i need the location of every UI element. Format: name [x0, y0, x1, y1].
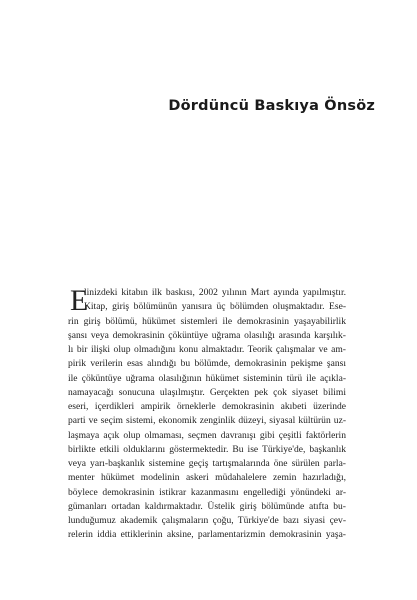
text-line: namayacağı sonucuna ulaşılmıştır. Gerçekten pek çok siyaset bilimi — [68, 386, 346, 398]
text-line: menter hükümet modelinin askeri müdahalelere zemin hazırladığı, — [68, 472, 346, 484]
text-line: lı bir ilişki olup olmadığını konu almaktadır. Teorik çalışmalar ve am- — [68, 344, 346, 355]
text-line: linizdeki kitabın ilk baskısı, 2002 yılının Mart ayında yapılmıştır. — [84, 287, 346, 298]
text-line: eseri, içerdikleri ampirik örneklerle demokrasinin akıbeti üzerinde — [68, 401, 346, 412]
text-line: şansı veya demokrasinin çöküntüye uğrama olasılığı arasında karşılık- — [68, 329, 346, 341]
text-line: parti ve seçim sistemi, ekonomik zenginlik düzeyi, siyasal kültürün uz- — [68, 415, 346, 427]
text-line: veya yarı-başkanlık sistemine geçiş tartışmalarında öne sürülen parla- — [68, 458, 346, 469]
text-line: böylece demokrasinin istikrar kazanmasını engellediği yönündeki ar- — [68, 486, 346, 498]
text-line: birlikte etkili olduklarını göstermektedir. Bu ise Türkiye'de, başkanlık — [68, 443, 346, 455]
text-line: rin giriş bölümü, hükümet sistemleri ile demokrasinin yaşayabilirlik — [68, 315, 346, 327]
text-line: pirik verilerin esas alındığı bu bölümde, demokrasinin pekişme şansı — [68, 358, 346, 370]
text-line: relerin iddia ettiklerinin aksine, parlamentarizmin demokrasinin yaşa- — [68, 529, 346, 541]
drop-cap-letter: E — [70, 284, 89, 317]
body-paragraph — [68, 286, 346, 543]
text-line: laşmaya açık olup olmaması, seçmen davranışı gibi çeşitli faktörlerin — [68, 429, 346, 441]
text-line: Kitap, giriş bölümünün yanısıra üç bölümden oluşmaktadır. Ese- — [84, 301, 346, 313]
text-line: ile çöküntüye uğrama olasılığının hükümet sisteminin türü ile açıkla- — [68, 372, 346, 384]
chapter-title: Dördüncü Baskıya Önsöz — [168, 98, 375, 114]
text-line: gümanları ortadan kaldırmaktadır. Üstelik giriş bölümünde atıfta bu- — [68, 500, 346, 512]
text-line: lunduğumuz akademik çalışmaların çoğu, Türkiye'de bazı siyasi çev- — [68, 515, 346, 526]
